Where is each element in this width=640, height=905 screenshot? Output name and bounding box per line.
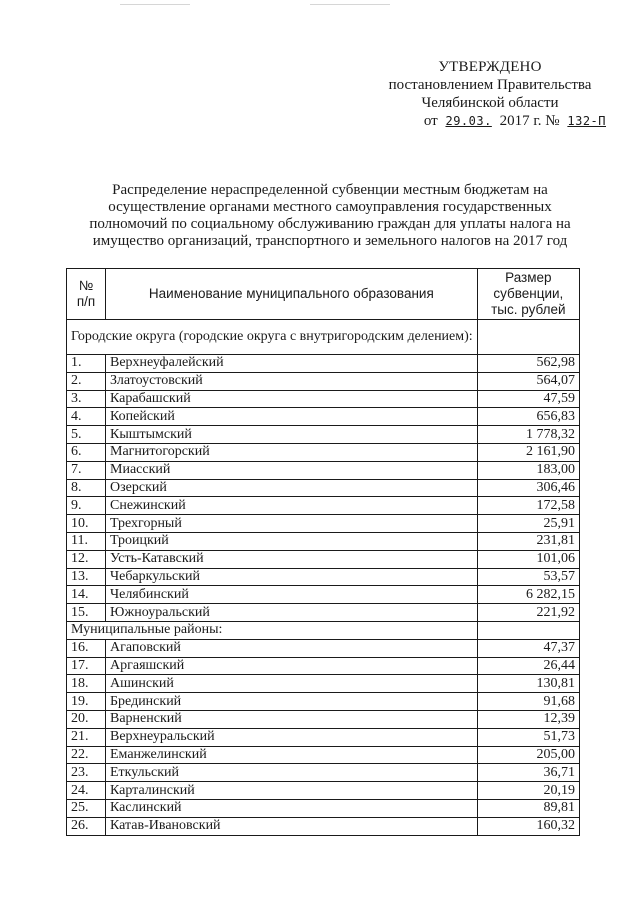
row-number: 18. <box>67 675 106 693</box>
row-amount: 306,46 <box>477 479 579 497</box>
row-number: 26. <box>67 817 106 835</box>
row-municipality-name: Брединский <box>106 693 478 711</box>
row-number: 3. <box>67 390 106 408</box>
table-row <box>67 372 580 390</box>
row-amount: 89,81 <box>477 799 579 817</box>
row-amount: 183,00 <box>477 461 579 479</box>
row-municipality-name: Миасский <box>106 461 478 479</box>
distribution-table <box>66 268 580 836</box>
row-amount: 2 161,90 <box>477 443 579 461</box>
row-amount: 26,44 <box>477 657 579 675</box>
row-number: 15. <box>67 604 106 622</box>
row-amount: 160,32 <box>477 817 579 835</box>
row-number: 24. <box>67 782 106 800</box>
row-amount: 221,92 <box>477 604 579 622</box>
row-municipality-name: Южноуральский <box>106 604 478 622</box>
row-amount: 53,57 <box>477 568 579 586</box>
table-row <box>67 782 580 800</box>
table-row <box>67 426 580 444</box>
row-amount: 1 778,32 <box>477 426 579 444</box>
group-empty-cell <box>477 621 579 639</box>
row-number: 11. <box>67 532 106 550</box>
decree-year-number-label: 2017 г. № <box>499 113 560 129</box>
row-municipality-name: Еманжелинский <box>106 746 478 764</box>
table-row <box>67 764 580 782</box>
header-municipality: Наименование муниципального образования <box>106 269 478 320</box>
group-row-municipal-districts <box>67 621 580 639</box>
row-number: 14. <box>67 586 106 604</box>
row-municipality-name: Озерский <box>106 479 478 497</box>
title-line: полномочий по социальному обслуживанию граждан для уплаты налога на <box>89 216 571 232</box>
table-row <box>67 497 580 515</box>
table-row <box>67 728 580 746</box>
row-municipality-name: Копейский <box>106 408 478 426</box>
row-number: 12. <box>67 550 106 568</box>
header-amount-line: тыс. рублей <box>491 302 566 317</box>
row-amount: 20,19 <box>477 782 579 800</box>
row-amount: 51,73 <box>477 728 579 746</box>
row-number: 20. <box>67 710 106 728</box>
table-row <box>67 532 580 550</box>
table-row <box>67 746 580 764</box>
row-number: 25. <box>67 799 106 817</box>
row-amount: 562,98 <box>477 355 579 373</box>
header-amount <box>477 269 579 320</box>
row-municipality-name: Чебаркульский <box>106 568 478 586</box>
row-number: 7. <box>67 461 106 479</box>
row-municipality-name: Карталинский <box>106 782 478 800</box>
row-amount: 6 282,15 <box>477 586 579 604</box>
header-number <box>67 269 106 320</box>
row-number: 16. <box>67 639 106 657</box>
row-number: 4. <box>67 408 106 426</box>
group-label-city-districts: Городские округа (городские округа с внутригородским делением): <box>67 320 478 355</box>
row-municipality-name: Челябинский <box>106 586 478 604</box>
row-municipality-name: Верхнеуфалейский <box>106 355 478 373</box>
row-number: 13. <box>67 568 106 586</box>
row-municipality-name: Карабашский <box>106 390 478 408</box>
table-row <box>67 710 580 728</box>
row-number: 1. <box>67 355 106 373</box>
title-line: имущество организаций, транспортного и земельного налогов на 2017 год <box>92 233 568 249</box>
group-row-city-districts <box>67 320 580 355</box>
table-row <box>67 515 580 533</box>
row-number: 23. <box>67 764 106 782</box>
row-municipality-name: Кыштымский <box>106 426 478 444</box>
row-amount: 47,59 <box>477 390 579 408</box>
table-row <box>67 639 580 657</box>
table-row <box>67 479 580 497</box>
row-amount: 36,71 <box>477 764 579 782</box>
decree-date-prefix: от <box>423 113 438 129</box>
row-municipality-name: Трехгорный <box>106 515 478 533</box>
row-municipality-name: Снежинский <box>106 497 478 515</box>
table-row <box>67 390 580 408</box>
table-row <box>67 604 580 622</box>
row-municipality-name: Магнитогорский <box>106 443 478 461</box>
table-row <box>67 657 580 675</box>
row-municipality-name: Еткульский <box>106 764 478 782</box>
row-amount: 130,81 <box>477 675 579 693</box>
row-amount: 91,68 <box>477 693 579 711</box>
table-row <box>67 568 580 586</box>
row-number: 17. <box>67 657 106 675</box>
approval-block <box>370 58 610 130</box>
row-municipality-name: Златоустовский <box>106 372 478 390</box>
row-number: 19. <box>67 693 106 711</box>
header-amount-line: Размер <box>505 270 552 285</box>
row-amount: 172,58 <box>477 497 579 515</box>
group-label-municipal-districts: Муниципальные районы: <box>67 621 478 639</box>
group-empty-cell <box>477 320 579 355</box>
row-municipality-name: Каслинский <box>106 799 478 817</box>
scan-artifact-line <box>310 4 390 5</box>
row-municipality-name: Верхнеуральский <box>106 728 478 746</box>
table-row <box>67 550 580 568</box>
table-row <box>67 443 580 461</box>
row-number: 9. <box>67 497 106 515</box>
row-number: 5. <box>67 426 106 444</box>
row-amount: 231,81 <box>477 532 579 550</box>
table-row <box>67 817 580 835</box>
table-row <box>67 693 580 711</box>
row-number: 8. <box>67 479 106 497</box>
row-municipality-name: Троицкий <box>106 532 478 550</box>
row-amount: 205,00 <box>477 746 579 764</box>
header-number-symbol: № <box>78 278 94 293</box>
decree-number-handwritten: 132-П <box>567 114 606 128</box>
table-row <box>67 408 580 426</box>
row-municipality-name: Ашинский <box>106 675 478 693</box>
row-amount: 101,06 <box>477 550 579 568</box>
table-body <box>67 320 580 836</box>
table-row <box>67 586 580 604</box>
table-header-row <box>67 269 580 320</box>
row-amount: 12,39 <box>477 710 579 728</box>
approval-line-region: Челябинской области <box>421 95 559 111</box>
approval-line-government: постановлением Правительства <box>388 77 592 93</box>
table-row <box>67 675 580 693</box>
title-line: Распределение нераспределенной субвенции местным бюджетам на <box>112 182 548 198</box>
table-row <box>67 799 580 817</box>
approved-heading: УТВЕРЖДЕНО <box>438 59 542 75</box>
row-municipality-name: Аргаяшский <box>106 657 478 675</box>
title-line: осуществление органами местного самоуправления государственных <box>108 199 552 215</box>
decree-date-number <box>370 112 610 130</box>
header-amount-line: субвенции, <box>493 286 564 301</box>
scan-artifact-line <box>120 4 190 5</box>
row-number: 10. <box>67 515 106 533</box>
row-number: 21. <box>67 728 106 746</box>
header-number-abbr: п/п <box>76 294 96 309</box>
row-municipality-name: Усть-Катавский <box>106 550 478 568</box>
row-amount: 656,83 <box>477 408 579 426</box>
row-number: 6. <box>67 443 106 461</box>
row-number: 2. <box>67 372 106 390</box>
row-municipality-name: Агаповский <box>106 639 478 657</box>
row-municipality-name: Варненский <box>106 710 478 728</box>
row-amount: 25,91 <box>477 515 579 533</box>
table-row <box>67 461 580 479</box>
row-amount: 564,07 <box>477 372 579 390</box>
decree-date-handwritten: 29.03. <box>445 114 492 128</box>
table-row <box>67 355 580 373</box>
document-title <box>70 182 590 250</box>
row-amount: 47,37 <box>477 639 579 657</box>
row-number: 22. <box>67 746 106 764</box>
row-municipality-name: Катав-Ивановский <box>106 817 478 835</box>
